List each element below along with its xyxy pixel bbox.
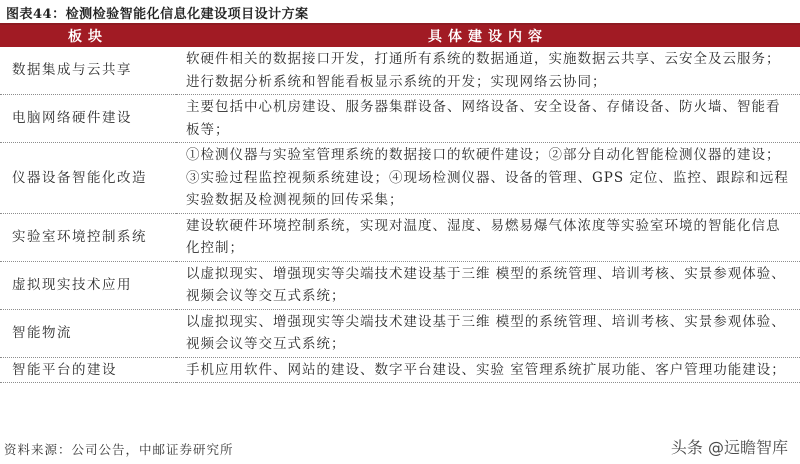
table-row xyxy=(0,213,800,261)
row-content: 以虚拟现实、增强现实等尖端技术建设基于三维 模型的系统管理、培训考核、实景参观体验、视频会议等交互式系统； xyxy=(176,261,800,309)
row-content: 主要包括中心机房建设、服务器集群设备、网络设备、安全设备、存储设备、防火墙、智能看板等； xyxy=(176,95,800,143)
table-row xyxy=(0,143,800,214)
row-block-label: 智能平台的建设 xyxy=(0,357,176,383)
header-block: 板块 xyxy=(0,25,176,47)
table-header xyxy=(0,25,800,47)
row-block-label: 智能物流 xyxy=(0,309,176,357)
row-content: 建设软硬件环境控制系统，实现对温度、湿度、易燃易爆气体浓度等实验室环境的智能化信息化控制； xyxy=(176,213,800,261)
table-row xyxy=(0,95,800,143)
row-content: 软硬件相关的数据接口开发，打通所有系统的数据通道，实施数据云共享、云安全及云服务；进行数据分析系统和智能看板显示系统的开发；实现网络云协同； xyxy=(176,47,800,95)
header-content: 具体建设内容 xyxy=(176,25,800,47)
row-block-label: 仪器设备智能化改造 xyxy=(0,143,176,214)
row-block-label: 数据集成与云共享 xyxy=(0,47,176,95)
table-row xyxy=(0,357,800,383)
project-plan-table xyxy=(0,25,800,383)
row-content: 以虚拟现实、增强现实等尖端技术建设基于三维 模型的系统管理、培训考核、实景参观体验、视频会议等交互式系统； xyxy=(176,309,800,357)
table-row xyxy=(0,309,800,357)
source-note: 资料来源：公司公告，中邮证券研究所 xyxy=(4,442,234,457)
row-block-label: 电脑网络硬件建设 xyxy=(0,95,176,143)
watermark-text: 头条 @远瞻智库 xyxy=(670,438,788,457)
row-block-label: 实验室环境控制系统 xyxy=(0,213,176,261)
table-row xyxy=(0,47,800,95)
row-block-label: 虚拟现实技术应用 xyxy=(0,261,176,309)
row-content: 手机应用软件、网站的建设、数字平台建设、实验 室管理系统扩展功能、客户管理功能建设； xyxy=(176,357,800,383)
watermark xyxy=(671,435,788,458)
figure-title: 图表44：检测检验智能化信息化建设项目设计方案 xyxy=(6,7,309,22)
table-row xyxy=(0,261,800,309)
row-content: ①检测仪器与实验室管理系统的数据接口的软硬件建设；②部分自动化智能检测仪器的建设；③实验过程监控视频系统建设；④现场检测仪器、设备的管理、GPS 定位、监控、跟踪和远程实验数据及检测视频的回传采集； xyxy=(176,143,800,214)
